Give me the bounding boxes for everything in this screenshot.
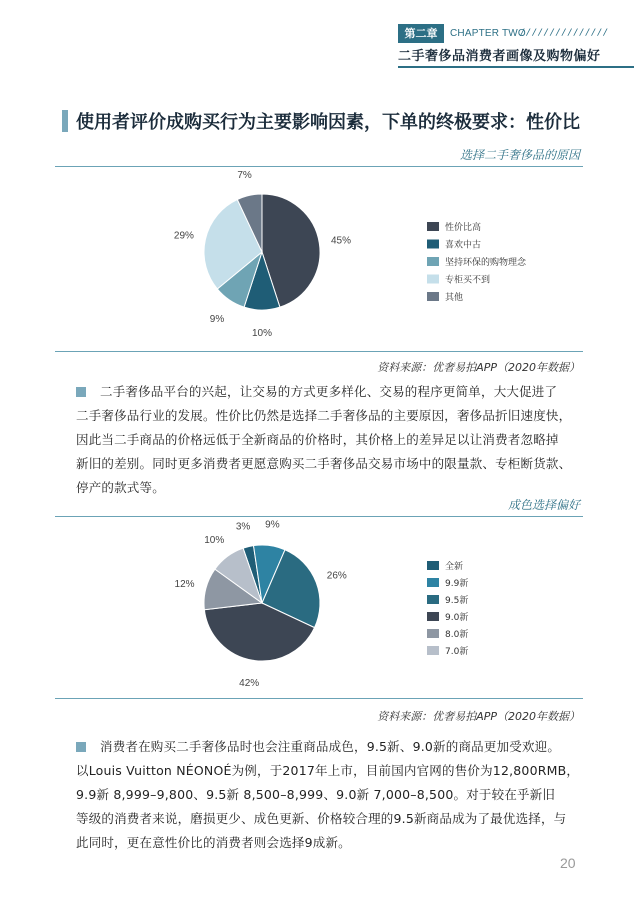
pie-percent-label: 10% [251,328,273,339]
section2-paragraph [76,735,586,855]
legend-label: 7.0新 [445,647,469,657]
legend-label: 其他 [445,293,464,303]
pie-percent-label: 26% [326,570,347,582]
pie-percent-label: 3% [235,521,251,533]
paragraph-line: 此同时，更在意性价比的消费者则会选择9成新。 [76,835,351,850]
chapter-tag: 第二章 [398,24,444,43]
section2-label: 成色选择偏好 [507,498,580,512]
paragraph-line: 新旧的差别。同时更多消费者更愿意购买二手奢侈品交易市场中的限量款、专柜断货款、 [76,456,572,471]
pie-percent-label: 29% [173,230,194,242]
legend-label: 坚持环保的购物理念 [445,258,527,268]
legend-swatch [427,612,439,621]
legend-label: 性价比高 [445,223,482,233]
legend-swatch [427,646,439,655]
legend-swatch [427,561,439,570]
legend-label: 9.0新 [445,613,469,623]
paragraph-line: 9.9新 8,999–9,800、9.5新 8,500–8,999、9.0新 7,000–8,500。对于较在乎新旧 [76,787,556,802]
pie-percent-label: 9% [265,519,280,531]
legend-label: 喜欢中古 [445,240,482,251]
paragraph-bullet [76,742,86,752]
paragraph-line: 因此当二手商品的价格远低于全新商品的价格时，其价格上的差异足以让消费者忽略掉 [76,432,559,447]
paragraph-line: 二手奢侈品行业的发展。性价比仍然是选择二手奢侈品的主要原因，奢侈品折旧速度快， [76,408,572,423]
legend-label: 9.9新 [445,579,469,589]
legend-swatch [427,629,439,638]
legend-label: 专柜买不到 [445,275,491,286]
chapter-decor-slashes: /////////////// [520,28,609,38]
paragraph-line: 停产的款式等。 [76,480,165,495]
paragraph-line: 等级的消费者来说，磨损更少、成色更新、价格较合理的9.5新商品成为了最优选择，与 [76,811,567,826]
section1-source: 资料来源：优奢易拍APP（2020年数据） [377,361,580,374]
section1-label: 选择二手奢侈品的原因 [459,148,580,162]
section2-source: 资料来源：优奢易拍APP（2020年数据） [377,710,580,723]
legend-label: 9.5新 [445,596,469,606]
pie-percent-label: 42% [239,677,260,689]
paragraph-line: 以Louis Vuitton NÉONOÉ为例，于2017年上市，目前国内官网的售价为12,800RMB， [76,763,580,778]
legend-swatch [427,578,439,587]
page-number: 20 [560,855,576,871]
paragraph-line: 二手奢侈品平台的兴起，让交易的方式更多样化、交易的程序更简单，大大促进了 [76,380,576,404]
pie-percent-label: 45% [331,235,352,247]
legend-swatch [427,595,439,604]
page-title: 使用者评价成购买行为主要影响因素，下单的终极要求：性价比 [76,112,580,133]
legend-label: 全新 [445,562,464,572]
pie-percent-label: 7% [237,169,252,181]
chapter-subtitle: 二手奢侈品消费者画像及购物偏好 [398,49,601,64]
section2-bottom-rule [55,698,583,699]
pie-percent-label: 12% [174,578,195,590]
pie-percent-label: 9% [209,314,225,326]
legend-label: 8.0新 [445,630,469,640]
chapter-english: CHAPTER TWO [450,28,526,39]
paragraph-line: 消费者在购买二手奢侈品时也会注重商品成色，9.5新、9.0新的商品更加受欢迎。 [76,735,586,759]
pie-percent-label: 10% [204,534,225,546]
